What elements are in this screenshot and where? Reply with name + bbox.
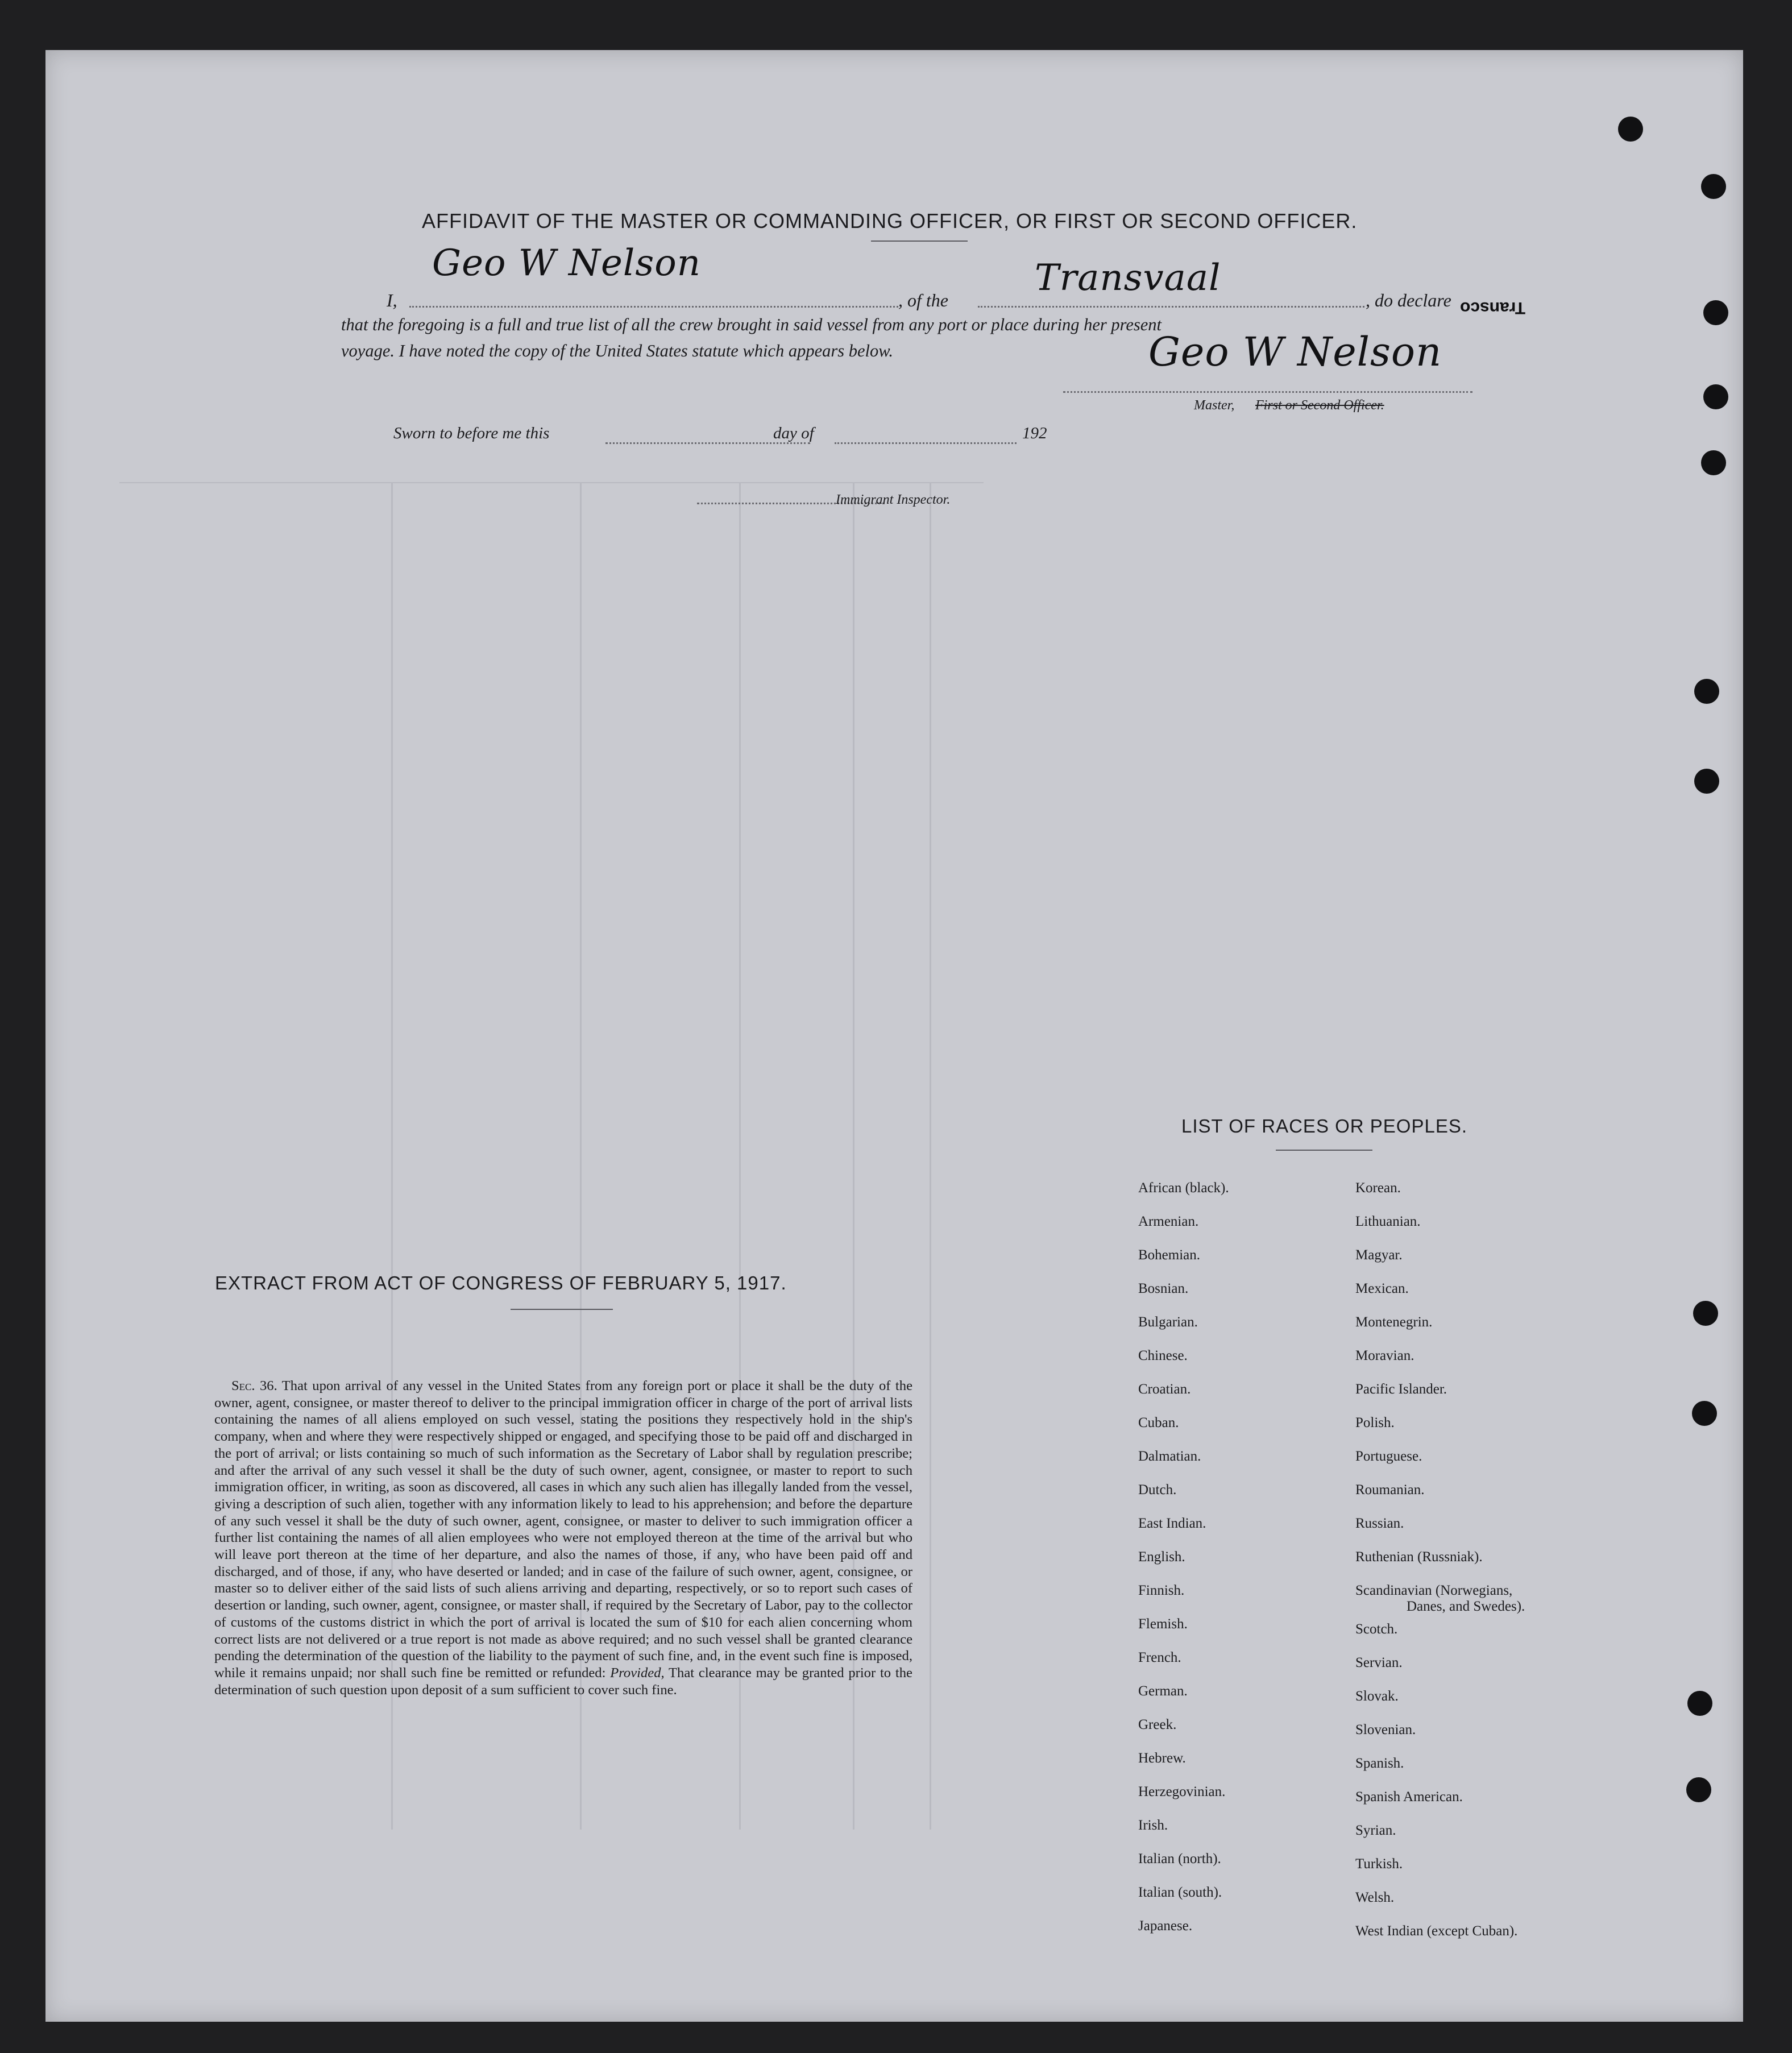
act-title: EXTRACT FROM ACT OF CONGRESS OF FEBRUARY 5, 1917.	[215, 1272, 787, 1293]
race-item: Italian (north).	[1138, 1851, 1221, 1867]
race-item: Chinese.	[1138, 1348, 1188, 1363]
punch-hole	[1693, 1301, 1718, 1326]
title-divider	[871, 240, 968, 242]
race-item: Dutch.	[1138, 1482, 1177, 1498]
race-item: Bulgarian.	[1138, 1314, 1198, 1330]
race-item: African (black).	[1138, 1180, 1229, 1196]
race-item: Moravian.	[1355, 1348, 1414, 1363]
race-item: Spanish.	[1355, 1756, 1404, 1771]
race-item: Russian.	[1355, 1516, 1404, 1531]
race-item: Mexican.	[1355, 1281, 1409, 1296]
race-item: Dalmatian.	[1138, 1449, 1201, 1464]
punch-hole	[1618, 117, 1643, 142]
race-item: Finnish.	[1138, 1583, 1185, 1598]
master-name-handwritten: Geo W Nelson	[432, 242, 701, 284]
race-item: German.	[1138, 1683, 1188, 1699]
race-item: Welsh.	[1355, 1890, 1395, 1905]
punch-hole	[1694, 769, 1719, 794]
race-item: Irish.	[1138, 1818, 1168, 1833]
punch-hole	[1686, 1777, 1711, 1802]
punch-hole	[1701, 174, 1726, 199]
sworn-month-line	[835, 442, 1017, 444]
punch-hole	[1701, 450, 1726, 475]
year-label: 192	[1022, 424, 1047, 442]
race-item: Cuban.	[1138, 1415, 1179, 1430]
race-item: Croatian.	[1138, 1382, 1191, 1397]
i-label: I,	[387, 290, 397, 310]
race-item: Greek.	[1138, 1717, 1177, 1732]
race-item: Montenegrin.	[1355, 1314, 1433, 1330]
race-item: Scandinavian (Norwegians,	[1355, 1583, 1513, 1598]
race-item: French.	[1138, 1650, 1181, 1665]
race-item: Slovenian.	[1355, 1722, 1416, 1737]
race-item: Spanish American.	[1355, 1789, 1463, 1805]
act-divider	[511, 1309, 613, 1310]
race-item: Magyar.	[1355, 1247, 1403, 1263]
race-item: Flemish.	[1138, 1616, 1188, 1632]
punch-hole	[1687, 1691, 1712, 1716]
punch-hole	[1694, 679, 1719, 704]
role-master-label: Master,	[1194, 398, 1235, 413]
sworn-label: Sworn to before me this	[393, 424, 550, 442]
race-item: Syrian.	[1355, 1823, 1396, 1838]
name-field-line	[409, 306, 898, 308]
signature-handwritten: Geo W Nelson	[1148, 329, 1442, 375]
signature-line	[1063, 391, 1472, 393]
race-item: Pacific Islander.	[1355, 1382, 1447, 1397]
vessel-field-line	[978, 306, 1364, 308]
race-item: Herzegovinian.	[1138, 1784, 1226, 1799]
race-item: Hebrew.	[1138, 1751, 1186, 1766]
race-item: Korean.	[1355, 1180, 1401, 1196]
race-item: East Indian.	[1138, 1516, 1206, 1531]
role-struck-label: First or Second Officer.	[1255, 398, 1384, 413]
race-item: Lithuanian.	[1355, 1214, 1421, 1229]
act-ending: That clearance may be granted prior to the determination of such question upon deposit of a sum sufficient to cover such fine.	[214, 1665, 912, 1698]
punch-hole	[1703, 384, 1728, 409]
races-title: LIST OF RACES OR PEOPLES.	[1181, 1115, 1468, 1137]
affidavit-line-3: voyage. I have noted the copy of the United States statute which appears below.	[341, 341, 893, 360]
inverted-stamp: Transco	[1460, 298, 1526, 317]
document-sheet	[45, 50, 1743, 2022]
affidavit-line-2: that the foregoing is a full and true list of all the crew brought in said vessel from any port or place during her present	[341, 315, 1162, 334]
race-item: Bohemian.	[1138, 1247, 1201, 1263]
race-item: Turkish.	[1355, 1856, 1403, 1872]
race-item: Polish.	[1355, 1415, 1395, 1430]
act-body: That upon arrival of any vessel in the United States from any foreign port or place it shall be the duty of the owner, agent, consignee, or master thereof to deliver to the principal immigration officer in charge of the port of arrival lists containing the names of all aliens employed on such vessel, stating the positions they respectively hold in the ship's company, when and where they were respectively shipped or engaged, and specifying those to be paid off and discharged in the port of arrival; or lists containing so much of such information as the Secretary of Labor shall by regulation prescribe; and after the arrival of any such vessel it shall be the duty of such owner, agent, consignee, or master to report to such immigration officer, in writing, as soon as discovered, all cases in which any such alien has illegally landed from the vessel, giving a description of such alien, together with any information likely to lead to his apprehension; and before the departure of any such vessel it shall be the duty of such owner, agent, consignee, or master to deliver to such immigration officer a further list containing the names of all alien employees who were not employed thereon at the time of the arrival but who will leave port thereon at the time of her departure, and also the names of those, if any, who have been paid off and discharged, and of those, if any, who have deserted or landed; and in case of the failure of such owner, agent, consignee, or master so to deliver either of the said lists of such aliens arriving and departing, respectively, or so to report such cases of desertion or landing, such owner, agent, consignee, or master shall, if required by the Secretary of Labor, pay to the collector of customs of the customs district in which the port of arrival is located the sum of $10 for each alien concerning whom correct lists are not delivered or a true report is not made as above required; and no such vessel shall be granted clearance pending the determination of the question of the liability to the payment of such fine, and, in the event such fine is imposed, while it remains unpaid; nor shall such fine be remitted or refunded:	[214, 1378, 912, 1681]
race-item: Armenian.	[1138, 1214, 1199, 1229]
race-item-continuation: Danes, and Swedes).	[1407, 1599, 1525, 1614]
race-item: West Indian (except Cuban).	[1355, 1923, 1518, 1939]
act-section-label: Sec. 36.	[231, 1378, 277, 1393]
do-declare-label: , do declare	[1366, 290, 1451, 310]
bleed-through-line	[119, 482, 984, 483]
vessel-name-handwritten: Transvaal	[1035, 257, 1221, 299]
race-item: Bosnian.	[1138, 1281, 1189, 1296]
race-item: Scotch.	[1355, 1621, 1398, 1637]
punch-hole	[1692, 1401, 1717, 1426]
race-item: Japanese.	[1138, 1918, 1193, 1934]
race-item: Roumanian.	[1355, 1482, 1425, 1498]
punch-hole	[1703, 300, 1728, 325]
race-item: English.	[1138, 1549, 1185, 1565]
race-item: Italian (south).	[1138, 1885, 1222, 1900]
day-of-label: day of	[773, 424, 814, 442]
act-provided: Provided,	[610, 1665, 665, 1681]
inspector-label: Immigrant Inspector.	[836, 492, 951, 507]
affidavit-title: AFFIDAVIT OF THE MASTER OR COMMANDING OFFICER, OR FIRST OR SECOND OFFICER.	[422, 209, 1358, 233]
race-item: Servian.	[1355, 1655, 1403, 1670]
race-item: Portuguese.	[1355, 1449, 1422, 1464]
act-text	[214, 1378, 912, 1698]
race-item: Ruthenian (Russniak).	[1355, 1549, 1483, 1565]
races-divider	[1276, 1150, 1372, 1151]
race-item: Slovak.	[1355, 1689, 1399, 1704]
bleed-through-line	[930, 482, 931, 1830]
of-the-label: , of the	[898, 290, 948, 310]
